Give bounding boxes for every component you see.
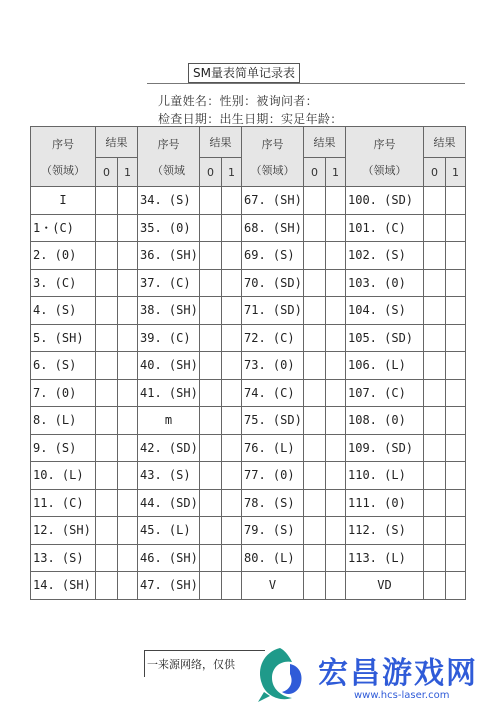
- score-one-cell[interactable]: [326, 434, 346, 462]
- item-cell: 110. (L): [346, 462, 424, 490]
- item-cell: 71. (SD): [242, 297, 304, 325]
- score-one-cell[interactable]: [222, 434, 242, 462]
- score-one-cell[interactable]: [222, 379, 242, 407]
- footer-note: 一来源网络，仅供: [144, 650, 265, 677]
- item-cell: 46. (SH): [138, 544, 200, 572]
- watermark-brand: 宏昌游戏网: [318, 656, 478, 691]
- score-zero-cell[interactable]: [96, 462, 118, 490]
- header-seq-4: [346, 127, 424, 187]
- score-one-cell[interactable]: [118, 242, 138, 270]
- score-one-cell[interactable]: [222, 544, 242, 572]
- score-zero-cell[interactable]: [424, 544, 446, 572]
- score-zero-cell[interactable]: [200, 269, 222, 297]
- score-one-cell[interactable]: [118, 269, 138, 297]
- title-rule: [147, 83, 465, 84]
- score-one-cell[interactable]: [446, 517, 466, 545]
- score-one-cell[interactable]: [326, 462, 346, 490]
- item-cell: 3. (C): [31, 269, 96, 297]
- item-cell: 77. (0): [242, 462, 304, 490]
- item-cell: 101. (C): [346, 214, 424, 242]
- score-zero-cell[interactable]: [200, 572, 222, 600]
- item-cell: 2. (0): [31, 242, 96, 270]
- item-cell: 111. (0): [346, 489, 424, 517]
- score-zero-cell[interactable]: [96, 407, 118, 435]
- score-zero-cell[interactable]: [424, 269, 446, 297]
- score-one-cell[interactable]: [446, 214, 466, 242]
- item-cell: 75. (SD): [242, 407, 304, 435]
- item-cell: 70. (SD): [242, 269, 304, 297]
- item-cell: 105. (SD): [346, 324, 424, 352]
- item-cell: VD: [346, 572, 424, 600]
- item-cell: 68. (SH): [242, 214, 304, 242]
- header-score-one: 1: [222, 158, 242, 187]
- score-one-cell[interactable]: [222, 489, 242, 517]
- score-one-cell[interactable]: [446, 242, 466, 270]
- score-one-cell[interactable]: [222, 572, 242, 600]
- item-cell: 13. (S): [31, 544, 96, 572]
- header-score-zero: 0: [424, 158, 446, 187]
- item-cell: 10. (L): [31, 462, 96, 490]
- item-cell: 72. (C): [242, 324, 304, 352]
- table-row: [31, 214, 466, 242]
- info-line-child: 儿童姓名：性别：被询问者：: [158, 94, 318, 108]
- score-zero-cell[interactable]: [424, 489, 446, 517]
- score-zero-cell[interactable]: [304, 517, 326, 545]
- info-line-dates: 检查日期：出生日期：实足年龄：: [158, 112, 343, 126]
- score-one-cell[interactable]: [446, 434, 466, 462]
- header-result-1: 结果: [96, 127, 138, 158]
- header-score-one: 1: [326, 158, 346, 187]
- score-one-cell[interactable]: [326, 297, 346, 325]
- item-cell: 40. (SH): [138, 352, 200, 380]
- score-zero-cell[interactable]: [304, 297, 326, 325]
- score-one-cell[interactable]: [118, 434, 138, 462]
- score-zero-cell[interactable]: [304, 489, 326, 517]
- score-zero-cell[interactable]: [304, 544, 326, 572]
- item-cell: 74. (C): [242, 379, 304, 407]
- header-result-3: 结果: [304, 127, 346, 158]
- score-one-cell[interactable]: [446, 352, 466, 380]
- score-zero-cell[interactable]: [424, 242, 446, 270]
- score-one-cell[interactable]: [118, 489, 138, 517]
- score-one-cell[interactable]: [118, 379, 138, 407]
- item-cell: 36. (SH): [138, 242, 200, 270]
- score-one-cell[interactable]: [326, 379, 346, 407]
- header-seq-2: [138, 127, 200, 187]
- score-zero-cell[interactable]: [424, 352, 446, 380]
- item-cell: 78. (S): [242, 489, 304, 517]
- table-row: [31, 269, 466, 297]
- score-zero-cell[interactable]: [200, 517, 222, 545]
- table-row: [31, 407, 466, 435]
- item-cell: 107. (C): [346, 379, 424, 407]
- score-zero-cell[interactable]: [200, 434, 222, 462]
- score-zero-cell[interactable]: [200, 379, 222, 407]
- score-zero-cell[interactable]: [96, 214, 118, 242]
- score-zero-cell[interactable]: [424, 379, 446, 407]
- score-one-cell[interactable]: [222, 242, 242, 270]
- score-zero-cell[interactable]: [424, 407, 446, 435]
- score-zero-cell[interactable]: [304, 572, 326, 600]
- table-row: [31, 489, 466, 517]
- item-cell: 109. (SD): [346, 434, 424, 462]
- table-row: [31, 187, 466, 215]
- score-zero-cell[interactable]: [304, 462, 326, 490]
- score-zero-cell[interactable]: [200, 544, 222, 572]
- score-one-cell[interactable]: [326, 269, 346, 297]
- score-zero-cell[interactable]: [96, 572, 118, 600]
- header-seq-label: 序号: [373, 137, 396, 151]
- item-cell: 76. (L): [242, 434, 304, 462]
- item-cell: 1・(C): [31, 214, 96, 242]
- header-score-one: 1: [446, 158, 466, 187]
- score-one-cell[interactable]: [118, 214, 138, 242]
- item-cell: 43. (S): [138, 462, 200, 490]
- score-zero-cell[interactable]: [200, 242, 222, 270]
- item-cell: 37. (C): [138, 269, 200, 297]
- score-one-cell[interactable]: [222, 517, 242, 545]
- item-cell: 45. (L): [138, 517, 200, 545]
- score-zero-cell[interactable]: [304, 379, 326, 407]
- table-row: [31, 517, 466, 545]
- item-cell: 9. (S): [31, 434, 96, 462]
- score-one-cell[interactable]: [222, 214, 242, 242]
- score-zero-cell[interactable]: [424, 462, 446, 490]
- item-cell: 44. (SD): [138, 489, 200, 517]
- header-seq-label: 序号: [52, 137, 74, 151]
- score-zero-cell[interactable]: [200, 407, 222, 435]
- dragon-logo-icon: [250, 642, 310, 708]
- score-one-cell[interactable]: [446, 489, 466, 517]
- score-one-cell[interactable]: [222, 269, 242, 297]
- score-zero-cell[interactable]: [304, 324, 326, 352]
- item-cell: 12. (SH): [31, 517, 96, 545]
- header-domain-label: （领域）: [41, 163, 85, 177]
- score-one-cell[interactable]: [326, 214, 346, 242]
- score-zero-cell[interactable]: [96, 297, 118, 325]
- score-one-cell[interactable]: [222, 407, 242, 435]
- score-one-cell[interactable]: [326, 544, 346, 572]
- item-cell: 14. (SH): [31, 572, 96, 600]
- score-zero-cell[interactable]: [200, 489, 222, 517]
- score-zero-cell[interactable]: [96, 434, 118, 462]
- score-zero-cell[interactable]: [304, 187, 326, 215]
- header-domain-label: （领域）: [250, 163, 295, 177]
- score-one-cell[interactable]: [326, 242, 346, 270]
- score-zero-cell[interactable]: [96, 269, 118, 297]
- header-seq-3: [242, 127, 304, 187]
- item-cell: 42. (SD): [138, 434, 200, 462]
- score-one-cell[interactable]: [118, 352, 138, 380]
- table-row: [31, 572, 466, 600]
- score-zero-cell[interactable]: [200, 297, 222, 325]
- score-one-cell[interactable]: [118, 572, 138, 600]
- header-seq-1: [31, 127, 96, 187]
- sheet-title: SM量表简单记录表: [188, 63, 300, 83]
- score-one-cell[interactable]: [326, 489, 346, 517]
- score-one-cell[interactable]: [222, 352, 242, 380]
- item-cell: 102. (S): [346, 242, 424, 270]
- table-row: [31, 297, 466, 325]
- header-score-zero: 0: [200, 158, 222, 187]
- score-zero-cell[interactable]: [96, 379, 118, 407]
- score-one-cell[interactable]: [222, 297, 242, 325]
- score-zero-cell[interactable]: [96, 242, 118, 270]
- item-cell: 69. (S): [242, 242, 304, 270]
- score-zero-cell[interactable]: [200, 462, 222, 490]
- item-cell: 11. (C): [31, 489, 96, 517]
- header-score-one: 1: [118, 158, 138, 187]
- score-zero-cell[interactable]: [96, 352, 118, 380]
- item-cell: 6. (S): [31, 352, 96, 380]
- score-one-cell[interactable]: [118, 324, 138, 352]
- score-one-cell[interactable]: [326, 324, 346, 352]
- item-cell: 112. (S): [346, 517, 424, 545]
- header-seq-label: 序号: [261, 137, 284, 151]
- score-zero-cell[interactable]: [200, 324, 222, 352]
- score-zero-cell[interactable]: [424, 214, 446, 242]
- score-one-cell[interactable]: [118, 462, 138, 490]
- score-zero-cell[interactable]: [96, 544, 118, 572]
- header-result-2: 结果: [200, 127, 242, 158]
- score-one-cell[interactable]: [118, 544, 138, 572]
- table-row: [31, 379, 466, 407]
- item-cell: 103. (0): [346, 269, 424, 297]
- score-zero-cell[interactable]: [200, 352, 222, 380]
- score-zero-cell[interactable]: [424, 517, 446, 545]
- table-row: [31, 242, 466, 270]
- item-cell: 8. (L): [31, 407, 96, 435]
- item-cell: 5. (SH): [31, 324, 96, 352]
- table-row: [31, 352, 466, 380]
- score-one-cell[interactable]: [222, 187, 242, 215]
- score-one-cell[interactable]: [446, 187, 466, 215]
- score-one-cell[interactable]: [446, 379, 466, 407]
- item-cell: 38. (SH): [138, 297, 200, 325]
- item-cell: 39. (C): [138, 324, 200, 352]
- watermark-url: www.hcs-laser.com: [354, 690, 450, 701]
- score-zero-cell[interactable]: [304, 407, 326, 435]
- score-zero-cell[interactable]: [424, 324, 446, 352]
- score-zero-cell[interactable]: [200, 214, 222, 242]
- score-one-cell[interactable]: [446, 297, 466, 325]
- score-one-cell[interactable]: [446, 462, 466, 490]
- score-zero-cell[interactable]: [96, 187, 118, 215]
- score-one-cell[interactable]: [118, 407, 138, 435]
- score-zero-cell[interactable]: [304, 352, 326, 380]
- item-cell: 41. (SH): [138, 379, 200, 407]
- item-cell: 67. (SH): [242, 187, 304, 215]
- score-zero-cell[interactable]: [96, 324, 118, 352]
- item-cell: 47. (SH): [138, 572, 200, 600]
- score-one-cell[interactable]: [326, 187, 346, 215]
- table-row: [31, 544, 466, 572]
- score-one-cell[interactable]: [118, 297, 138, 325]
- table-row: [31, 434, 466, 462]
- score-one-cell[interactable]: [326, 517, 346, 545]
- item-cell: 79. (S): [242, 517, 304, 545]
- header-seq-label: 序号: [157, 137, 180, 151]
- table-row: [31, 324, 466, 352]
- item-cell: m: [138, 407, 200, 435]
- item-cell: 104. (S): [346, 297, 424, 325]
- score-zero-cell[interactable]: [424, 434, 446, 462]
- score-zero-cell[interactable]: [200, 187, 222, 215]
- score-zero-cell[interactable]: [424, 572, 446, 600]
- header-row-top: [31, 127, 466, 158]
- score-zero-cell[interactable]: [304, 434, 326, 462]
- item-cell: 35. (0): [138, 214, 200, 242]
- score-one-cell[interactable]: [326, 572, 346, 600]
- item-cell: V: [242, 572, 304, 600]
- item-cell: 34. (S): [138, 187, 200, 215]
- item-cell: 113. (L): [346, 544, 424, 572]
- item-cell: I: [31, 187, 96, 215]
- score-one-cell[interactable]: [326, 407, 346, 435]
- record-table-body: [31, 187, 466, 600]
- score-zero-cell[interactable]: [424, 187, 446, 215]
- score-zero-cell[interactable]: [304, 214, 326, 242]
- item-cell: 108. (0): [346, 407, 424, 435]
- score-one-cell[interactable]: [446, 572, 466, 600]
- watermark: [250, 642, 500, 708]
- item-cell: 73. (0): [242, 352, 304, 380]
- score-zero-cell[interactable]: [96, 517, 118, 545]
- score-one-cell[interactable]: [326, 352, 346, 380]
- score-zero-cell[interactable]: [424, 297, 446, 325]
- score-one-cell[interactable]: [222, 462, 242, 490]
- score-zero-cell[interactable]: [304, 269, 326, 297]
- table-row: [31, 462, 466, 490]
- item-cell: 100. (SD): [346, 187, 424, 215]
- score-one-cell[interactable]: [446, 544, 466, 572]
- item-cell: 106. (L): [346, 352, 424, 380]
- header-result-4: 结果: [424, 127, 466, 158]
- header-domain-label: （领域: [152, 163, 185, 177]
- score-zero-cell[interactable]: [96, 489, 118, 517]
- score-one-cell[interactable]: [222, 324, 242, 352]
- header-score-zero: 0: [304, 158, 326, 187]
- score-one-cell[interactable]: [446, 407, 466, 435]
- item-cell: 7. (0): [31, 379, 96, 407]
- record-table: [30, 126, 466, 600]
- score-one-cell[interactable]: [446, 324, 466, 352]
- item-cell: 80. (L): [242, 544, 304, 572]
- header-domain-label: （领域）: [362, 163, 407, 177]
- score-one-cell[interactable]: [446, 269, 466, 297]
- score-one-cell[interactable]: [118, 517, 138, 545]
- score-one-cell[interactable]: [118, 187, 138, 215]
- score-zero-cell[interactable]: [304, 242, 326, 270]
- item-cell: 4. (S): [31, 297, 96, 325]
- header-score-zero: 0: [96, 158, 118, 187]
